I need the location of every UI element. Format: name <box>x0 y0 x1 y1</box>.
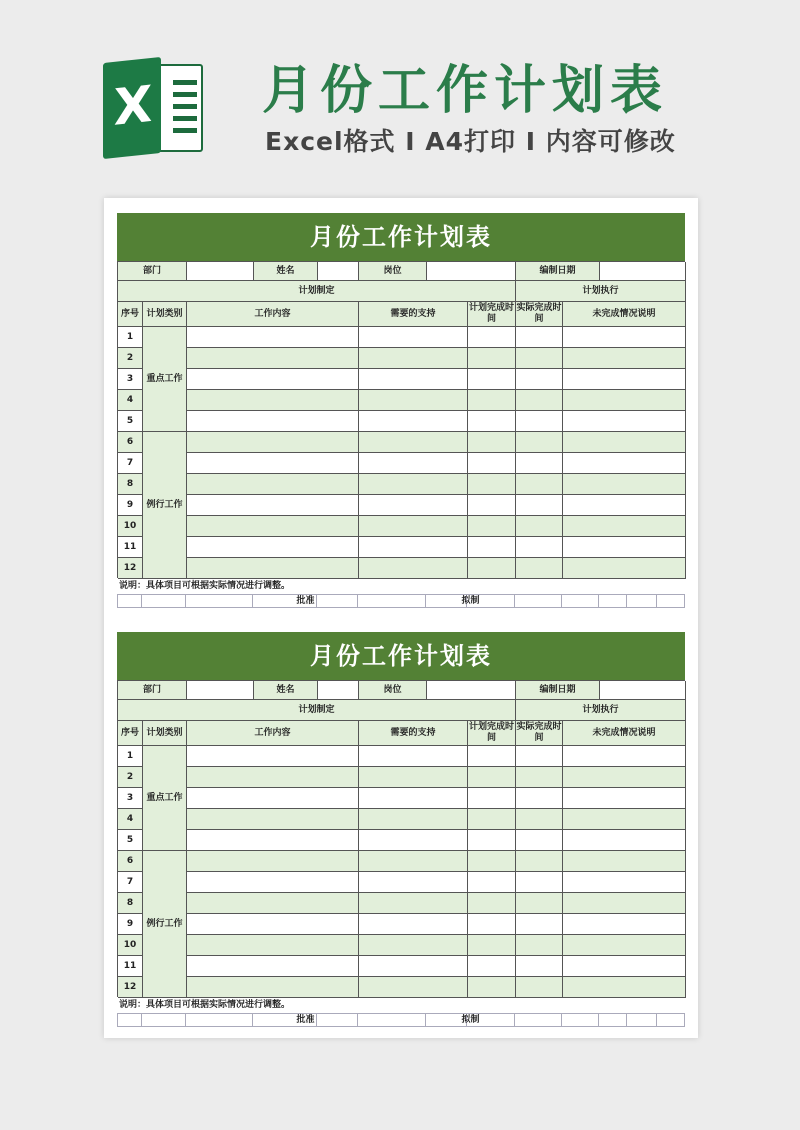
column-header: 计划完成时间 <box>468 721 516 746</box>
table-cell[interactable] <box>563 537 686 558</box>
table-cell[interactable] <box>359 495 468 516</box>
table-cell[interactable] <box>187 558 359 579</box>
table-cell[interactable] <box>563 767 686 788</box>
table-cell[interactable] <box>468 327 516 348</box>
table-cell[interactable] <box>563 788 686 809</box>
table-cell[interactable] <box>359 809 468 830</box>
row-number: 3 <box>118 369 143 390</box>
table-cell[interactable] <box>563 893 686 914</box>
table-cell[interactable] <box>468 495 516 516</box>
approve-label: 批准 <box>296 1014 315 1025</box>
form-title: 月份工作计划表 <box>117 213 685 261</box>
table-cell[interactable] <box>359 411 468 432</box>
table-cell[interactable] <box>516 558 563 579</box>
table-cell[interactable] <box>516 956 563 977</box>
table-cell[interactable] <box>468 935 516 956</box>
table-cell[interactable] <box>187 788 359 809</box>
table-cell[interactable] <box>563 495 686 516</box>
table-cell[interactable] <box>359 956 468 977</box>
page-title: 月份工作计划表 <box>262 61 669 121</box>
table-cell[interactable] <box>516 851 563 872</box>
table-cell[interactable] <box>468 390 516 411</box>
table-cell[interactable] <box>187 977 359 998</box>
table-cell[interactable] <box>563 411 686 432</box>
table-cell[interactable] <box>468 872 516 893</box>
signature-cell[interactable] <box>117 1013 142 1027</box>
table-cell[interactable] <box>563 516 686 537</box>
name-label: 姓名 <box>254 262 318 281</box>
table-cell[interactable] <box>563 746 686 767</box>
date-input[interactable] <box>600 681 686 700</box>
table-cell[interactable] <box>187 432 359 453</box>
signature-cell[interactable] <box>358 594 426 608</box>
table-cell[interactable] <box>468 977 516 998</box>
table-cell[interactable] <box>187 474 359 495</box>
row-number: 5 <box>118 830 143 851</box>
column-header: 序号 <box>118 302 143 327</box>
table-cell[interactable] <box>187 369 359 390</box>
table-cell[interactable] <box>468 453 516 474</box>
name-input[interactable] <box>318 262 359 281</box>
table-cell[interactable] <box>563 851 686 872</box>
table-cell[interactable] <box>359 453 468 474</box>
table-cell[interactable] <box>359 537 468 558</box>
row-number: 2 <box>118 348 143 369</box>
category-routine-work: 例行工作 <box>143 851 187 998</box>
table-cell[interactable] <box>187 746 359 767</box>
signature-cell[interactable] <box>142 594 186 608</box>
position-input[interactable] <box>427 262 516 281</box>
table-cell[interactable] <box>563 474 686 495</box>
signature-cell[interactable] <box>515 594 562 608</box>
draft-label: 拟制 <box>461 1014 480 1025</box>
department-label: 部门 <box>118 681 187 700</box>
row-number: 2 <box>118 767 143 788</box>
table-cell[interactable] <box>516 537 563 558</box>
row-number: 1 <box>118 327 143 348</box>
row-number: 6 <box>118 432 143 453</box>
table-cell[interactable] <box>187 348 359 369</box>
section-exec: 计划执行 <box>516 700 686 721</box>
column-header: 需要的支持 <box>359 721 468 746</box>
table-cell[interactable] <box>516 516 563 537</box>
category-key-work: 重点工作 <box>143 327 187 432</box>
table-cell[interactable] <box>359 788 468 809</box>
row-number: 11 <box>118 956 143 977</box>
table-cell[interactable] <box>563 348 686 369</box>
signature-cell[interactable] <box>562 1013 599 1027</box>
row-number: 8 <box>118 474 143 495</box>
row-number: 9 <box>118 495 143 516</box>
table-cell[interactable] <box>187 495 359 516</box>
table-cell[interactable] <box>516 390 563 411</box>
table-cell[interactable] <box>468 914 516 935</box>
table-cell[interactable] <box>187 914 359 935</box>
table-cell[interactable] <box>516 893 563 914</box>
table-cell[interactable] <box>468 411 516 432</box>
table-cell[interactable] <box>359 474 468 495</box>
table-cell[interactable] <box>468 893 516 914</box>
column-header: 计划类别 <box>143 302 187 327</box>
table-cell[interactable] <box>516 746 563 767</box>
table-cell[interactable] <box>468 516 516 537</box>
table-cell[interactable] <box>516 914 563 935</box>
table-cell[interactable] <box>468 830 516 851</box>
signature-cell[interactable] <box>562 594 599 608</box>
table-cell[interactable] <box>468 767 516 788</box>
column-header: 计划完成时间 <box>468 302 516 327</box>
table-cell[interactable] <box>187 537 359 558</box>
table-cell[interactable] <box>516 977 563 998</box>
table-cell[interactable] <box>187 411 359 432</box>
table-cell[interactable] <box>563 830 686 851</box>
table-cell[interactable] <box>359 830 468 851</box>
table-cell[interactable] <box>468 746 516 767</box>
row-number: 11 <box>118 537 143 558</box>
row-number: 12 <box>118 977 143 998</box>
table-cell[interactable] <box>563 432 686 453</box>
table-cell[interactable] <box>516 432 563 453</box>
table-cell[interactable] <box>359 851 468 872</box>
table-cell[interactable] <box>516 348 563 369</box>
excel-icon <box>103 60 203 156</box>
form-note: 说明：具体项目可根据实际情况进行调整。 <box>119 1000 291 1010</box>
table-cell[interactable] <box>563 558 686 579</box>
column-header: 序号 <box>118 721 143 746</box>
table-cell[interactable] <box>187 851 359 872</box>
position-label: 岗位 <box>359 262 427 281</box>
row-number: 10 <box>118 516 143 537</box>
approve-label: 批准 <box>296 595 315 606</box>
name-input[interactable] <box>318 681 359 700</box>
draft-label: 拟制 <box>461 595 480 606</box>
table-cell[interactable] <box>516 788 563 809</box>
table-cell[interactable] <box>468 474 516 495</box>
row-number: 6 <box>118 851 143 872</box>
table-cell[interactable] <box>563 809 686 830</box>
row-number: 4 <box>118 809 143 830</box>
table-cell[interactable] <box>187 893 359 914</box>
table-cell[interactable] <box>359 369 468 390</box>
signature-cell[interactable] <box>186 594 253 608</box>
work-plan-form <box>117 213 685 613</box>
table-cell[interactable] <box>563 914 686 935</box>
row-number: 12 <box>118 558 143 579</box>
table-cell[interactable] <box>359 914 468 935</box>
table-cell[interactable] <box>359 935 468 956</box>
row-number: 10 <box>118 935 143 956</box>
table-cell[interactable] <box>359 872 468 893</box>
table-cell[interactable] <box>359 558 468 579</box>
section-exec: 计划执行 <box>516 281 686 302</box>
table-cell[interactable] <box>187 809 359 830</box>
column-header: 需要的支持 <box>359 302 468 327</box>
table-cell[interactable] <box>516 830 563 851</box>
section-plan: 计划制定 <box>118 700 516 721</box>
work-plan-form <box>117 632 685 1032</box>
table-cell[interactable] <box>468 537 516 558</box>
table-cell[interactable] <box>516 935 563 956</box>
table-cell[interactable] <box>187 516 359 537</box>
table-cell[interactable] <box>187 956 359 977</box>
table-cell[interactable] <box>516 411 563 432</box>
signature-cell[interactable] <box>627 1013 657 1027</box>
table-cell[interactable] <box>563 956 686 977</box>
table-cell[interactable] <box>516 474 563 495</box>
table-cell[interactable] <box>187 327 359 348</box>
table-cell[interactable] <box>516 495 563 516</box>
table-cell[interactable] <box>516 872 563 893</box>
row-number: 9 <box>118 914 143 935</box>
table-cell[interactable] <box>187 453 359 474</box>
position-input[interactable] <box>427 681 516 700</box>
table-cell[interactable] <box>516 327 563 348</box>
table-cell[interactable] <box>187 767 359 788</box>
date-label: 编制日期 <box>516 681 600 700</box>
row-number: 3 <box>118 788 143 809</box>
table-cell[interactable] <box>468 348 516 369</box>
table-cell[interactable] <box>359 432 468 453</box>
table-cell[interactable] <box>516 767 563 788</box>
column-header: 计划类别 <box>143 721 187 746</box>
signature-cell[interactable] <box>657 1013 685 1027</box>
table-cell[interactable] <box>468 558 516 579</box>
table-cell[interactable] <box>563 390 686 411</box>
table-cell[interactable] <box>359 746 468 767</box>
position-label: 岗位 <box>359 681 427 700</box>
name-label: 姓名 <box>254 681 318 700</box>
department-input[interactable] <box>187 681 254 700</box>
table-cell[interactable] <box>468 432 516 453</box>
table-cell[interactable] <box>468 956 516 977</box>
table-cell[interactable] <box>468 369 516 390</box>
table-cell[interactable] <box>468 851 516 872</box>
form-note: 说明：具体项目可根据实际情况进行调整。 <box>119 581 291 591</box>
section-plan: 计划制定 <box>118 281 516 302</box>
table-cell[interactable] <box>187 390 359 411</box>
row-number: 7 <box>118 872 143 893</box>
document-sheet <box>104 198 698 1038</box>
table-cell[interactable] <box>563 369 686 390</box>
department-input[interactable] <box>187 262 254 281</box>
table-cell[interactable] <box>359 516 468 537</box>
table-cell[interactable] <box>359 390 468 411</box>
signature-cell[interactable] <box>142 1013 186 1027</box>
signature-cell[interactable] <box>657 594 685 608</box>
form-title: 月份工作计划表 <box>117 632 685 680</box>
column-header: 工作内容 <box>187 721 359 746</box>
table-cell[interactable] <box>187 830 359 851</box>
column-header: 实际完成时间 <box>516 721 563 746</box>
signature-cell[interactable] <box>186 1013 253 1027</box>
table-cell[interactable] <box>359 767 468 788</box>
signature-cell[interactable] <box>599 594 627 608</box>
table-cell[interactable] <box>468 788 516 809</box>
table-cell[interactable] <box>563 453 686 474</box>
department-label: 部门 <box>118 262 187 281</box>
excel-letter: X <box>113 74 153 137</box>
table-cell[interactable] <box>516 369 563 390</box>
column-header: 实际完成时间 <box>516 302 563 327</box>
category-routine-work: 例行工作 <box>143 432 187 579</box>
signature-cell[interactable] <box>599 1013 627 1027</box>
table-cell[interactable] <box>516 809 563 830</box>
column-header: 未完成情况说明 <box>563 721 686 746</box>
signature-cell[interactable] <box>117 594 142 608</box>
category-key-work: 重点工作 <box>143 746 187 851</box>
table-cell[interactable] <box>187 872 359 893</box>
table-cell[interactable] <box>563 327 686 348</box>
row-number: 5 <box>118 411 143 432</box>
table-cell[interactable] <box>468 809 516 830</box>
form-grid <box>117 680 685 997</box>
table-cell[interactable] <box>516 453 563 474</box>
signature-cell[interactable] <box>358 1013 426 1027</box>
table-cell[interactable] <box>187 935 359 956</box>
date-input[interactable] <box>600 262 686 281</box>
form-grid <box>117 261 685 578</box>
table-cell[interactable] <box>563 935 686 956</box>
excel-badge <box>103 57 161 159</box>
table-cell[interactable] <box>563 977 686 998</box>
date-label: 编制日期 <box>516 262 600 281</box>
signature-cell[interactable] <box>515 1013 562 1027</box>
page-subtitle: Excel格式 I A4打印 I 内容可修改 <box>265 127 676 156</box>
table-cell[interactable] <box>563 872 686 893</box>
column-header: 工作内容 <box>187 302 359 327</box>
table-cell[interactable] <box>359 348 468 369</box>
row-number: 7 <box>118 453 143 474</box>
table-cell[interactable] <box>359 327 468 348</box>
signature-cell[interactable] <box>627 594 657 608</box>
column-header: 未完成情况说明 <box>563 302 686 327</box>
row-number: 1 <box>118 746 143 767</box>
table-cell[interactable] <box>359 893 468 914</box>
row-number: 4 <box>118 390 143 411</box>
row-number: 8 <box>118 893 143 914</box>
table-cell[interactable] <box>359 977 468 998</box>
